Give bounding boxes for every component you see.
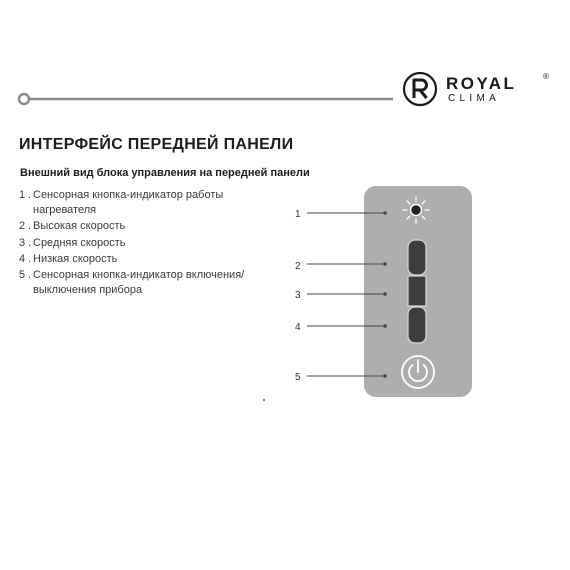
callout-number: 1 — [295, 209, 301, 220]
legend-text: Средняя скорость — [33, 236, 126, 249]
legend-number: 2 — [19, 220, 26, 233]
list-item: 5 . Сенсорная кнопка-индикатор включения/ выключения прибора — [19, 268, 289, 298]
header-divider — [0, 0, 400, 110]
legend-text: Сенсорная кнопка-индикатор включения/ выключения прибора — [33, 269, 245, 297]
high-speed-button[interactable] — [408, 240, 426, 275]
legend-text: Низкая скорость — [33, 252, 118, 265]
callout-number: 3 — [295, 290, 301, 301]
medium-speed-button[interactable] — [408, 276, 426, 306]
list-item: 2 . Высокая скорость — [19, 219, 289, 234]
legend-number: 5 — [19, 269, 26, 282]
brand-registered-mark: ® — [543, 72, 549, 81]
brand-subtitle: CLIMA — [448, 93, 501, 104]
legend-text: Сенсорная кнопка-индикатор работы нагревателя — [33, 189, 224, 216]
page-title: ИНТЕРФЕЙС ПЕРЕДНЕЙ ПАНЕЛИ — [19, 136, 294, 153]
legend-number: 4 — [19, 252, 26, 265]
list-item: 3 . Средняя скорость — [19, 236, 289, 251]
section-subtitle: Внешний вид блока управления на передней панели — [20, 167, 310, 179]
power-button[interactable] — [402, 356, 434, 388]
low-speed-button[interactable] — [408, 307, 426, 343]
callout-number: 4 — [295, 322, 301, 333]
stray-dot — [263, 399, 265, 401]
royal-clima-logo — [402, 71, 552, 107]
legend-number: 1 — [19, 189, 26, 201]
list-item: 1 . Сенсорная кнопка-индикатор работы нагревателя — [19, 188, 289, 218]
logo-r-icon — [402, 71, 438, 107]
brand-name: ROYAL — [446, 74, 517, 93]
legend-list — [19, 188, 289, 300]
legend-text: Высокая скорость — [33, 220, 126, 233]
callout-number: 2 — [295, 261, 301, 272]
heater-button[interactable] — [411, 205, 422, 216]
legend-number: 3 — [19, 236, 26, 249]
control-panel-diagram — [280, 180, 480, 402]
callout-number: 5 — [295, 372, 301, 383]
list-item: 4 . Низкая скорость — [19, 252, 289, 267]
